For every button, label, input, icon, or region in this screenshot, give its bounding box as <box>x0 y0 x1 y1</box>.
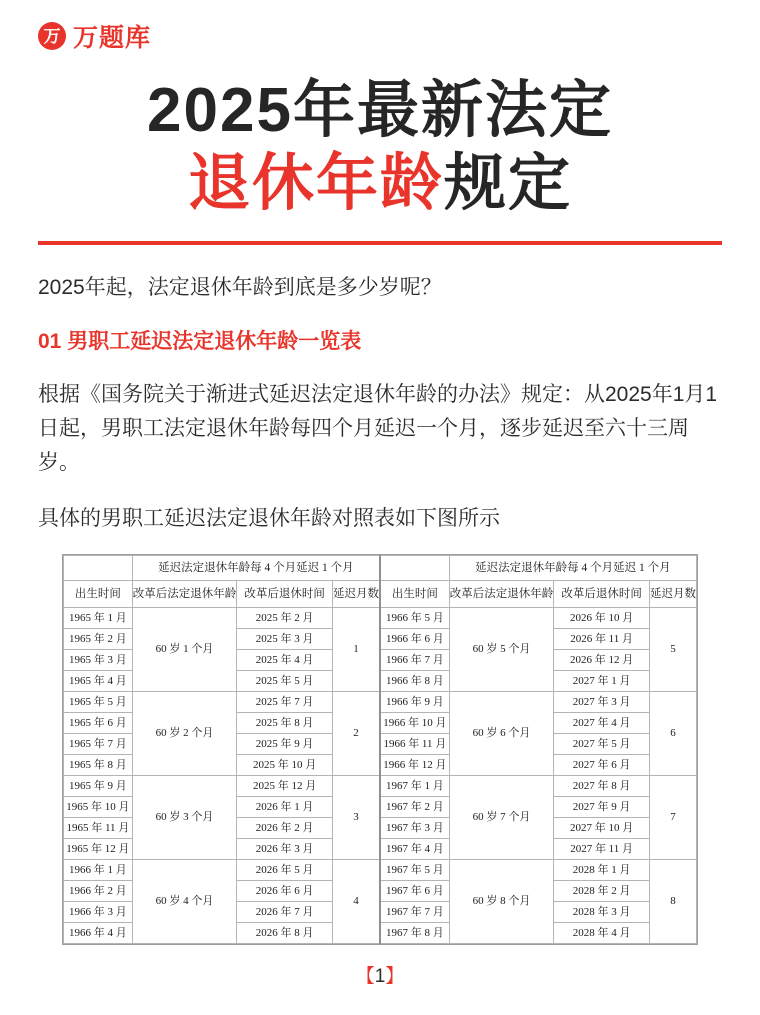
table-row <box>64 607 697 628</box>
cell-birth-date: 1965 年 8 月 <box>64 754 133 775</box>
cell-birth-date: 1965 年 6 月 <box>64 712 133 733</box>
cell-birth-date: 1965 年 12 月 <box>64 838 133 859</box>
cell-retirement-age: 60 岁 4 个月 <box>132 859 237 943</box>
cell-retirement-date: 2026 年 11 月 <box>554 628 650 649</box>
group-header-left: 延迟法定退休年龄每 4 个月延迟 1 个月 <box>132 555 380 580</box>
brand-logo <box>38 0 722 54</box>
col-date-right: 改革后退休时间 <box>554 580 650 607</box>
cell-retirement-age: 60 岁 3 个月 <box>132 775 237 859</box>
table-row <box>64 859 697 880</box>
cell-retirement-date: 2026 年 7 月 <box>237 901 333 922</box>
cell-retirement-date: 2027 年 6 月 <box>554 754 650 775</box>
cell-birth-date: 1967 年 1 月 <box>380 775 449 796</box>
cell-birth-date: 1966 年 11 月 <box>380 733 449 754</box>
bracket-left: 【 <box>355 965 375 987</box>
cell-birth-date: 1966 年 12 月 <box>380 754 449 775</box>
table-group-header-row <box>64 555 697 580</box>
cell-retirement-date: 2027 年 9 月 <box>554 796 650 817</box>
cell-retirement-date: 2026 年 6 月 <box>237 880 333 901</box>
cell-retirement-date: 2025 年 7 月 <box>237 691 333 712</box>
section-heading: 01 男职工延迟法定退休年龄一览表 <box>38 330 362 354</box>
cell-retirement-age: 60 岁 8 个月 <box>449 859 554 943</box>
page-number-value: 1 <box>374 965 386 987</box>
title-highlight: 退休年龄 <box>187 149 444 219</box>
cell-birth-date: 1965 年 10 月 <box>64 796 133 817</box>
page-title <box>38 76 722 219</box>
cell-birth-date: 1966 年 9 月 <box>380 691 449 712</box>
cell-retirement-date: 2026 年 2 月 <box>237 817 333 838</box>
col-delay-right: 延迟月数 <box>649 580 696 607</box>
col-age-right: 改革后法定退休年龄 <box>449 580 554 607</box>
cell-retirement-date: 2026 年 3 月 <box>237 838 333 859</box>
cell-birth-date: 1967 年 5 月 <box>380 859 449 880</box>
table-row <box>64 691 697 712</box>
retirement-age-table <box>62 554 698 945</box>
table-header <box>64 555 697 607</box>
cell-birth-date: 1966 年 4 月 <box>64 922 133 943</box>
table <box>63 555 697 944</box>
col-date-left: 改革后退休时间 <box>237 580 333 607</box>
cell-retirement-date: 2028 年 4 月 <box>554 922 650 943</box>
cell-retirement-date: 2028 年 2 月 <box>554 880 650 901</box>
table-column-header-row <box>64 580 697 607</box>
col-birth-right: 出生时间 <box>380 580 449 607</box>
cell-retirement-date: 2027 年 8 月 <box>554 775 650 796</box>
cell-birth-date: 1966 年 6 月 <box>380 628 449 649</box>
cell-birth-date: 1965 年 7 月 <box>64 733 133 754</box>
group-header-right: 延迟法定退休年龄每 4 个月延迟 1 个月 <box>449 555 696 580</box>
cell-birth-date: 1965 年 9 月 <box>64 775 133 796</box>
cell-birth-date: 1965 年 2 月 <box>64 628 133 649</box>
cell-retirement-date: 2028 年 1 月 <box>554 859 650 880</box>
cell-birth-date: 1966 年 7 月 <box>380 649 449 670</box>
cell-retirement-date: 2027 年 4 月 <box>554 712 650 733</box>
cell-retirement-date: 2025 年 2 月 <box>237 607 333 628</box>
cell-delay-months: 1 <box>332 607 380 691</box>
cell-retirement-date: 2026 年 1 月 <box>237 796 333 817</box>
cell-birth-date: 1967 年 4 月 <box>380 838 449 859</box>
cell-birth-date: 1967 年 2 月 <box>380 796 449 817</box>
cell-retirement-date: 2028 年 3 月 <box>554 901 650 922</box>
cell-retirement-date: 2027 年 1 月 <box>554 670 650 691</box>
cell-delay-months: 3 <box>332 775 380 859</box>
cell-birth-date: 1965 年 3 月 <box>64 649 133 670</box>
cell-birth-date: 1965 年 1 月 <box>64 607 133 628</box>
cell-delay-months: 4 <box>332 859 380 943</box>
cell-retirement-date: 2027 年 10 月 <box>554 817 650 838</box>
cell-birth-date: 1967 年 3 月 <box>380 817 449 838</box>
table-row <box>64 775 697 796</box>
cell-retirement-age: 60 岁 6 个月 <box>449 691 554 775</box>
cell-retirement-date: 2025 年 12 月 <box>237 775 333 796</box>
col-delay-left: 延迟月数 <box>332 580 380 607</box>
cell-birth-date: 1966 年 2 月 <box>64 880 133 901</box>
cell-retirement-age: 60 岁 5 个月 <box>449 607 554 691</box>
cell-birth-date: 1966 年 1 月 <box>64 859 133 880</box>
table-body <box>64 607 697 943</box>
bracket-right: 】 <box>385 965 405 987</box>
cell-birth-date: 1965 年 4 月 <box>64 670 133 691</box>
group-spacer-left <box>64 555 133 580</box>
brand-name: 万题库 <box>73 24 152 52</box>
cell-birth-date: 1967 年 7 月 <box>380 901 449 922</box>
cell-retirement-age: 60 岁 1 个月 <box>132 607 237 691</box>
cell-retirement-date: 2026 年 8 月 <box>237 922 333 943</box>
cell-birth-date: 1966 年 3 月 <box>64 901 133 922</box>
cell-retirement-date: 2027 年 11 月 <box>554 838 650 859</box>
title-rest: 规定 <box>444 149 573 219</box>
divider-rule <box>38 241 722 245</box>
lead-paragraph: 2025年起，法定退休年龄到底是多少岁呢？ <box>38 275 442 299</box>
cell-birth-date: 1965 年 11 月 <box>64 817 133 838</box>
brand-mark-icon: 万 <box>38 22 66 50</box>
cell-birth-date: 1966 年 8 月 <box>380 670 449 691</box>
body-paragraph-2: 具体的男职工延迟法定退休年龄对照表如下图所示 <box>38 507 500 531</box>
cell-delay-months: 6 <box>649 691 696 775</box>
cell-retirement-date: 2025 年 4 月 <box>237 649 333 670</box>
cell-delay-months: 7 <box>649 775 696 859</box>
cell-retirement-date: 2027 年 3 月 <box>554 691 650 712</box>
cell-retirement-date: 2026 年 12 月 <box>554 649 650 670</box>
cell-delay-months: 8 <box>649 859 696 943</box>
col-birth-left: 出生时间 <box>64 580 133 607</box>
cell-retirement-date: 2026 年 10 月 <box>554 607 650 628</box>
col-age-left: 改革后法定退休年龄 <box>132 580 237 607</box>
cell-birth-date: 1967 年 8 月 <box>380 922 449 943</box>
title-line-2 <box>38 149 722 218</box>
cell-birth-date: 1965 年 5 月 <box>64 691 133 712</box>
group-spacer-right <box>380 555 449 580</box>
cell-retirement-date: 2025 年 10 月 <box>237 754 333 775</box>
page-number <box>38 961 722 988</box>
cell-retirement-date: 2025 年 9 月 <box>237 733 333 754</box>
cell-retirement-date: 2025 年 3 月 <box>237 628 333 649</box>
cell-birth-date: 1966 年 10 月 <box>380 712 449 733</box>
cell-birth-date: 1967 年 6 月 <box>380 880 449 901</box>
title-line-1: 2025年最新法定 <box>147 76 613 145</box>
body-paragraph-1: 根据《国务院关于渐进式延迟法定退休年龄的办法》规定：从2025年1月1日起，男职工法定退休年龄每四个月延迟一个月，逐步延迟至六十三周岁。 <box>38 382 718 474</box>
cell-retirement-age: 60 岁 2 个月 <box>132 691 237 775</box>
cell-delay-months: 5 <box>649 607 696 691</box>
cell-retirement-age: 60 岁 7 个月 <box>449 775 554 859</box>
cell-retirement-date: 2025 年 5 月 <box>237 670 333 691</box>
cell-retirement-date: 2025 年 8 月 <box>237 712 333 733</box>
cell-delay-months: 2 <box>332 691 380 775</box>
cell-birth-date: 1966 年 5 月 <box>380 607 449 628</box>
cell-retirement-date: 2027 年 5 月 <box>554 733 650 754</box>
cell-retirement-date: 2026 年 5 月 <box>237 859 333 880</box>
